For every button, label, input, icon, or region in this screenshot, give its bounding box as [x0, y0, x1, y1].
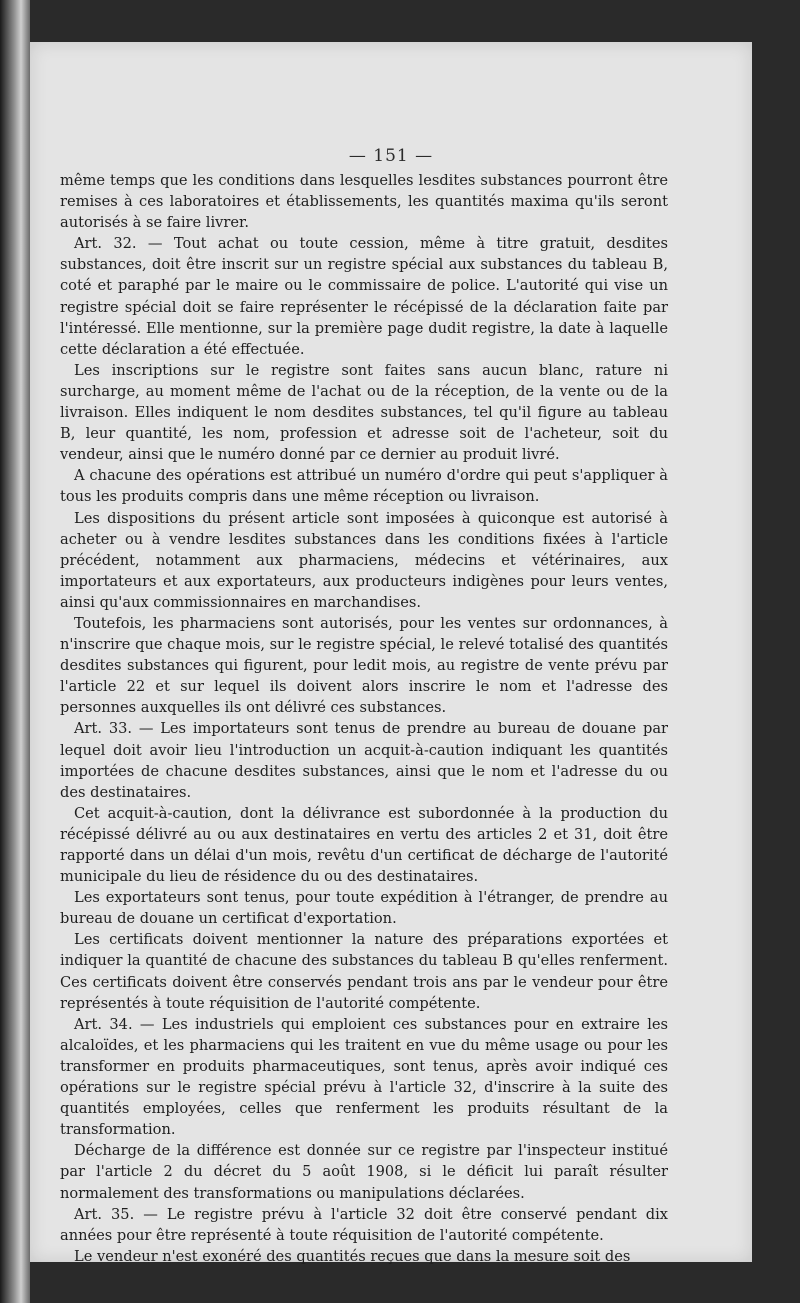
paragraph-4: A chacune des opérations est attribué un numéro d'ordre qui peut s'appliquer à tous les produits compris dans une même réception ou livraison.: [60, 467, 668, 506]
body-text: [60, 170, 668, 1267]
paragraph-10: Les certificats doivent mentionner la nature des préparations exportées et indiquer la quantité de chacune des substances du tableau B qu'elles renferment. Ces certificats doivent être conservés pendant trois ans par le vendeur pour être représentés à toute réquisition de l'autorité compétente.: [60, 931, 668, 1012]
paragraph-6: Toutefois, les pharmaciens sont autorisés, pour les ventes sur ordonnances, à n'inscrire que chaque mois, sur le registre spécial, le relevé totalisé des quantités desdites substances qui figurent, pour ledit mois, au registre de vente prévu par l'article 22 et sur lequel ils doivent alors inscrire le nom et l'adresse des personnes auxquelles ils ont délivré ces substances.: [60, 614, 668, 717]
paragraph-5: Les dispositions du présent article sont imposées à quiconque est autorisé à acheter ou à vendre lesdites substances dans les conditions fixées à l'article précédent, notamment aux pharmaciens, médecins et vétérinaires, aux importateurs et aux exportateurs, aux producteurs indigènes pour leurs ventes, ainsi qu'aux commissionnaires en marchandises.: [60, 509, 668, 611]
paragraph-9: Les exportateurs sont tenus, pour toute expédition à l'étranger, de prendre au bureau de douane un certificat d'exportation.: [60, 889, 668, 928]
paragraph-art-35: Art. 35. — Le registre prévu à l'article 32 doit être conservé pendant dix années pour être représenté à toute réquisition de l'autorité compétente.: [60, 1205, 668, 1244]
document-page: [30, 42, 752, 1265]
page-number: — 151 —: [348, 146, 434, 166]
paragraph-art-34: Art. 34. — Les industriels qui emploient ces substances pour en extraire les alcaloïdes, et les pharmaciens qui les traitent en vue du même usage ou pour les transformer en produits pharmaceutiques, sont tenus, après avoir indiqué ces opérations sur le registre spécial prévu à l'article 32, d'inscrire à la suite des quantités employées, celles que renferment les produits résultant de la transformation.: [60, 1015, 668, 1139]
paragraph-8: Cet acquit-à-caution, dont la délivrance est subordonnée à la production du récépissé délivré au ou aux destinataires en vertu des articles 2 et 31, doit être rapporté dans un délai d'un mois, revêtu d'un certificat de décharge de l'autorité municipale du lieu de résidence du ou des destinataires.: [60, 804, 668, 886]
paragraph-1: même temps que les conditions dans lesquelles lesdites substances pourront être remises à ces laboratoires et établissements, les quantités maxima qu'ils seront autorisés à se faire livrer.: [60, 172, 668, 232]
paragraph-14: Le vendeur n'est exonéré des quantités reçues que dans la mesure soit des: [74, 1247, 631, 1265]
paragraph-art-33: Art. 33. — Les importateurs sont tenus de prendre au bureau de douane par lequel doit avoir lieu l'introduction un acquit-à-caution indiquant les quantités importées de chacune desdites substances, ainsi que le nom et l'adresse du ou des destinataires.: [60, 720, 668, 801]
paragraph-12: Décharge de la différence est donnée sur ce registre par l'inspecteur institué par l'article 2 du décret du 5 août 1908, si le déficit lui paraît résulter normalement des transformations ou manipulations déclarées.: [60, 1142, 668, 1202]
paragraph-art-32: Art. 32. — Tout achat ou toute cession, même à titre gratuit, desdites substances, doit être inscrit sur un registre spécial aux substances du tableau B, coté et paraphé par le maire ou le commissaire de police. L'autorité qui vise un registre spécial doit se faire représenter le récépissé de la déclaration faite par l'intéressé. Elle mentionne, sur la première page dudit registre, la date à laquelle cette déclaration a été effectuée.: [60, 235, 668, 358]
scan-binding-edge: [0, 0, 30, 1303]
paragraph-3: Les inscriptions sur le registre sont faites sans aucun blanc, rature ni surcharge, au moment même de l'achat ou de la réception, de la vente ou de la livraison. Elles indiquent le nom desdites substances, tel qu'il figure au tableau B, leur quantité, les nom, profession et adresse soit de l'acheteur, soit du vendeur, ainsi que le numéro donné par ce dernier au produit livré.: [60, 361, 668, 464]
